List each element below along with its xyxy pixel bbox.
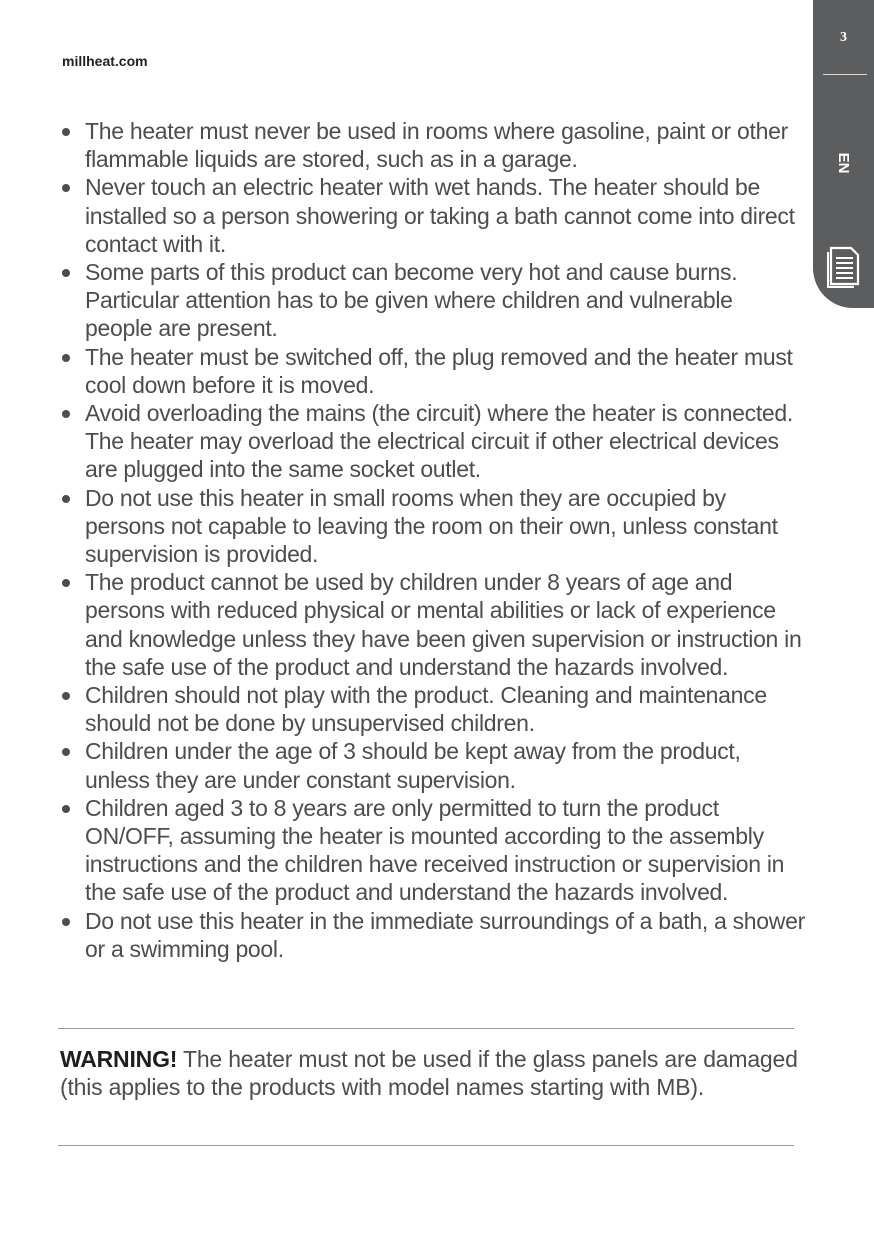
warning-label: WARNING! xyxy=(60,1046,178,1072)
tab-divider xyxy=(823,74,867,75)
list-item: Avoid overloading the mains (the circuit) where the heater is connected. The heater may overload the electrical circuit if other electrical devices are plugged into the same socket outlet. xyxy=(60,399,805,484)
side-tab xyxy=(813,0,874,308)
list-item: Never touch an electric heater with wet hands. The heater should be installed so a person showering or taking a bath cannot come into direct contact with it. xyxy=(60,173,805,258)
list-item: Children should not play with the product. Cleaning and maintenance should not be done by unsupervised children. xyxy=(60,681,805,737)
divider-top xyxy=(58,1028,794,1029)
safety-bullet-list xyxy=(60,117,805,963)
safety-instructions xyxy=(60,117,805,963)
page-number: 3 xyxy=(840,30,847,45)
list-item: Do not use this heater in the immediate surroundings of a bath, a shower or a swimming pool. xyxy=(60,907,805,963)
list-item: Children under the age of 3 should be kept away from the product, unless they are under constant supervision. xyxy=(60,737,805,793)
list-item: The heater must never be used in rooms where gasoline, paint or other flammable liquids are stored, such as in a garage. xyxy=(60,117,805,173)
document-icon xyxy=(827,244,863,288)
list-item: Children aged 3 to 8 years are only permitted to turn the product ON/OFF, assuming the heater is mounted according to the assembly instructions and the children have received instruction or supervision in the safe use of the product and understand the hazards involved. xyxy=(60,794,805,907)
language-label: EN xyxy=(835,152,853,174)
warning-text: The heater must not be used if the glass panels are damaged (this applies to the products with model names starting with MB). xyxy=(60,1046,798,1100)
divider-bottom xyxy=(58,1145,794,1146)
list-item: Do not use this heater in small rooms when they are occupied by persons not capable to leaving the room on their own, unless constant supervision is provided. xyxy=(60,484,805,569)
list-item: The product cannot be used by children under 8 years of age and persons with reduced physical or mental abilities or lack of experience and knowledge unless they have been given supervision or instruction in the safe use of the product and understand the hazards involved. xyxy=(60,568,805,681)
site-url: millheat.com xyxy=(62,53,148,69)
list-item: The heater must be switched off, the plug removed and the heater must cool down before it is moved. xyxy=(60,343,805,399)
list-item: Some parts of this product can become very hot and cause burns. Particular attention has to be given where children and vulnerable people are present. xyxy=(60,258,805,343)
warning-notice xyxy=(60,1045,805,1101)
